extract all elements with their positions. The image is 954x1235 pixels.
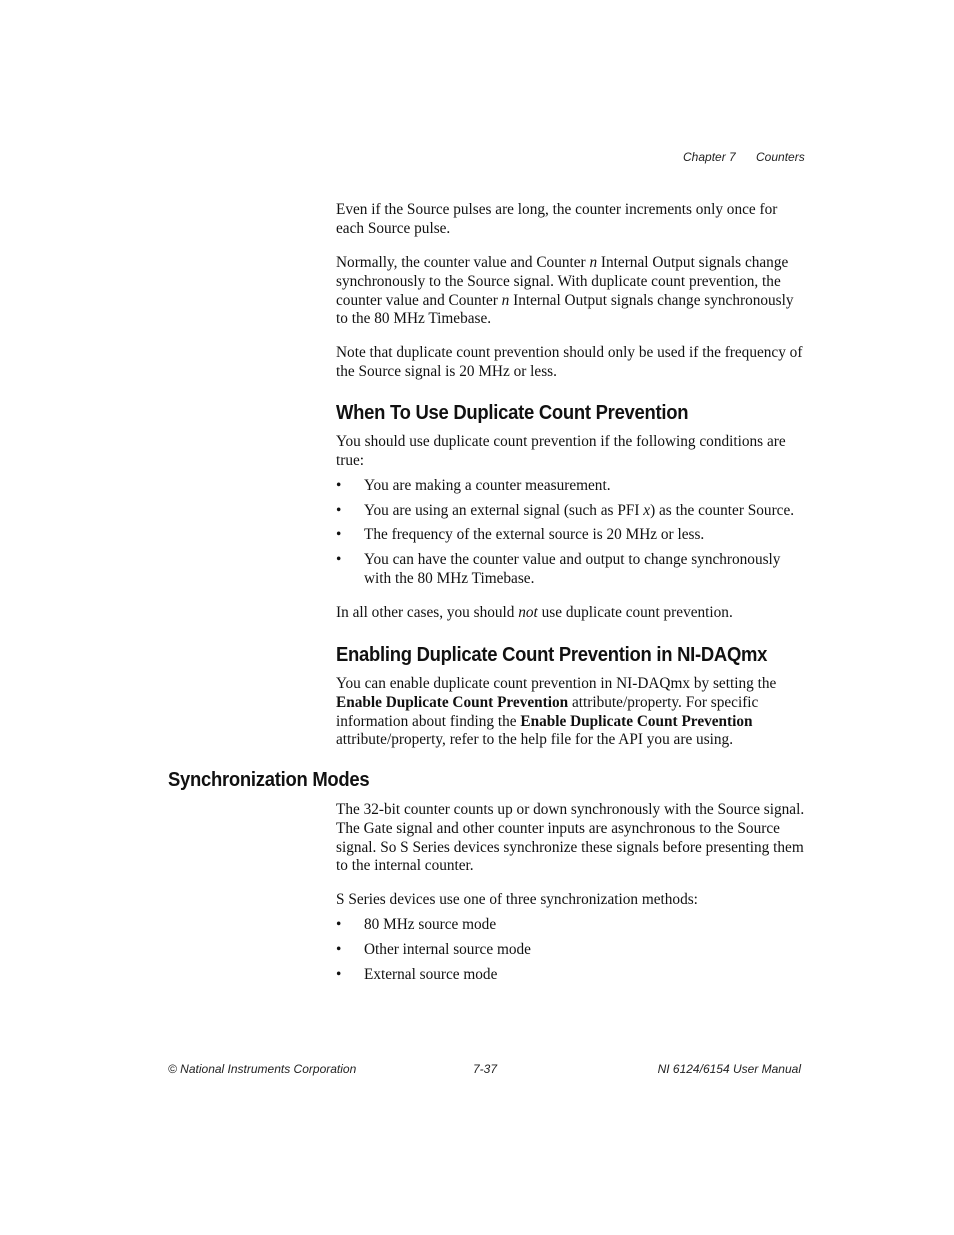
heading-when-to-use: When To Use Duplicate Count Prevention (336, 401, 689, 424)
running-header-chapter: Chapter 7 (683, 150, 736, 164)
bullet-glyph: • (336, 916, 342, 933)
paragraph-sync-methods: S Series devices use one of three synchronization methods: (336, 891, 698, 908)
bullet-glyph: • (336, 526, 342, 543)
paragraph-other-cases: In all other cases, you should not use duplicate count prevention. (336, 604, 733, 621)
bullet-glyph: • (336, 941, 342, 958)
running-header-title: Counters (756, 150, 805, 164)
paragraph-source-pulses: Even if the Source pulses are long, the counter increments only once for each Source pulse. (336, 201, 778, 237)
paragraph-when-lead: You should use duplicate count prevention if the following conditions are true: (336, 433, 786, 469)
bullet-glyph: • (336, 551, 342, 568)
bullet-glyph: • (336, 966, 342, 983)
paragraph-32bit-counter: The 32-bit counter counts up or down synchronously with the Source signal. The Gate signal and other counter inputs are asynchronous to the Source signal. So S Series devices synchronize these signals before presenting them to the internal counter. (336, 801, 805, 875)
footer-page-number: 7-37 (473, 1062, 498, 1076)
footer-copyright: © National Instruments Corporation (168, 1062, 357, 1076)
heading-synchronization-modes: Synchronization Modes (168, 768, 370, 791)
paragraph-synchronous-change: Normally, the counter value and Counter n Internal Output signals change synchronously to the Source signal. With duplicate count prevention, the counter value and Counter n Internal Output signals change synchronously to the 80 MHz Timebase. (336, 254, 794, 328)
bullet-glyph: • (336, 502, 342, 519)
paragraph-frequency-note: Note that duplicate count prevention should only be used if the frequency of the Source signal is 20 MHz or less. (336, 344, 803, 380)
footer-manual-title: NI 6124/6154 User Manual (657, 1062, 801, 1076)
heading-enabling: Enabling Duplicate Count Prevention in NI-DAQmx (336, 643, 768, 666)
bullet-glyph: • (336, 477, 342, 494)
paragraph-enabling: You can enable duplicate count prevention in NI-DAQmx by setting the Enable Duplicate Count Prevention attribute/property. For specific information about finding the Enable Duplicate Count Prevention attribute/property, refer to the help file for the API you are using. (336, 675, 777, 749)
